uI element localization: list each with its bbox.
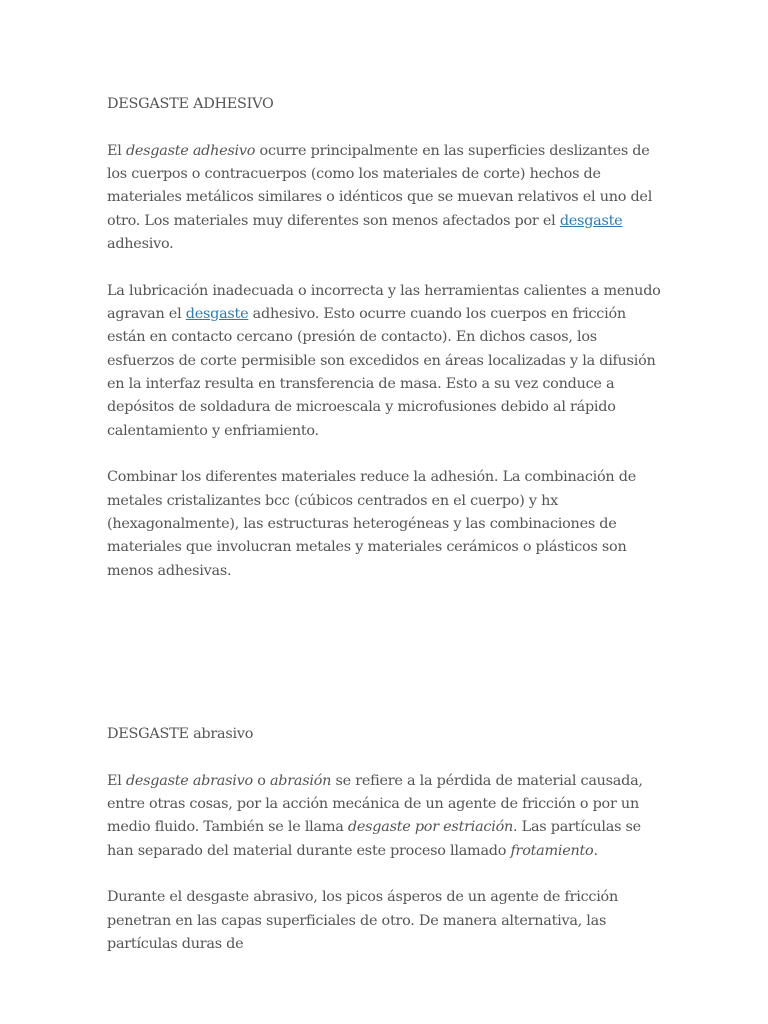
- italic-term: desgaste adhesivo: [125, 142, 256, 159]
- text-span: .: [593, 842, 598, 859]
- paragraph-combinar-materiales: Combinar los diferentes materiales reduce la adhesión. La combinación de metales cristalizantes bcc (cúbicos centrados en el cuerpo) y hx (hexagonalmente), las estructuras heterogéneas y las combinaciones de materiales que involucran metales y materiales cerámicos o plásticos son menos adhesivas.: [107, 469, 636, 579]
- text-span: o: [252, 772, 270, 789]
- paragraph-abrasivo-proceso: Durante el desgaste abrasivo, los picos ásperos de un agente de fricción penetran en las capas superficiales de otro. De manera alternativa, las partículas duras de: [107, 889, 618, 952]
- paragraph-abrasivo-intro: [107, 770, 662, 863]
- italic-term: frotamiento: [510, 842, 594, 859]
- italic-term: abrasión: [269, 772, 332, 789]
- italic-term: desgaste abrasivo: [125, 772, 253, 789]
- section-heading-abrasivo: DESGASTE abrasivo: [107, 725, 254, 742]
- italic-term: desgaste por estriación: [347, 819, 514, 836]
- text-span: El: [107, 772, 126, 789]
- link-desgaste[interactable]: desgaste: [559, 212, 623, 229]
- text-span: ocurre principalmente en las superficies deslizantes de los cuerpos o contracuerpos (como los materiales de corte) hechos de materiales metálicos similares o idénticos que se muevan relativos el uno del otro. Los materiales muy diferentes son menos afectados por el: [107, 142, 653, 229]
- text-span: adhesivo.: [107, 235, 174, 252]
- text-span: El: [107, 142, 126, 159]
- text-span: adhesivo. Esto ocurre cuando los cuerpos en fricción están en contacto cercano (presión de contacto). En dichos casos, los esfuerzos de corte permisible son excedidos en áreas localizadas y la difusión en la interfaz resulta en transferencia de masa. Esto a su vez conduce a depósitos de soldadura de microescala y microfusiones debido al rápido calentamiento y enfriamiento.: [107, 306, 656, 439]
- document-body: [107, 93, 662, 956]
- paragraph-lubricacion: [107, 280, 662, 443]
- paragraph-adhesivo-intro: [107, 140, 662, 256]
- text-span: se refiere a la pérdida de material causada, entre otras cosas, por la acción mecánica de un agente de fricción o por un medio fluido. También se le llama: [107, 772, 643, 836]
- section-heading-adhesivo: DESGASTE ADHESIVO: [107, 96, 274, 112]
- text-span: La lubricación inadecuada o incorrecta y las herramientas calientes a menudo agravan el: [107, 282, 661, 323]
- text-span: . Las partículas se han separado del material durante este proceso llamado: [107, 819, 641, 859]
- link-desgaste[interactable]: desgaste: [185, 306, 249, 323]
